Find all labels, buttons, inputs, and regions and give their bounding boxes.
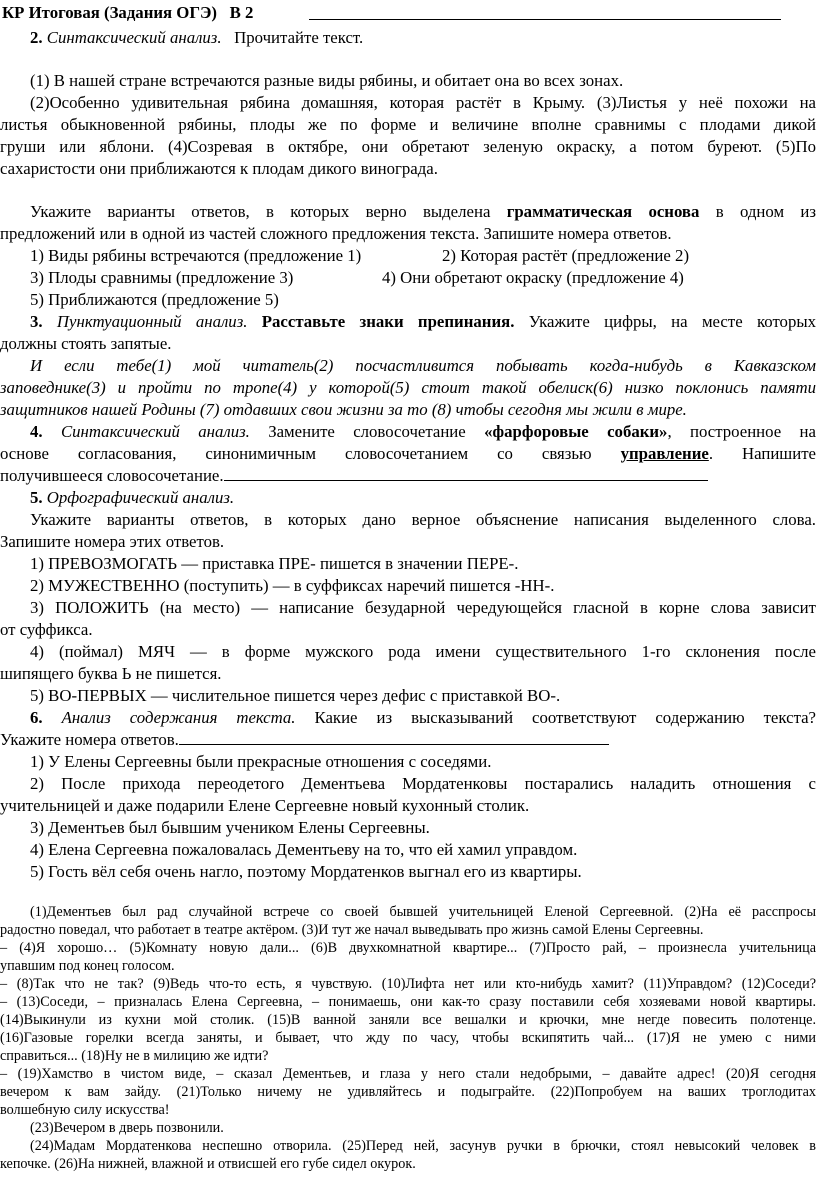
- passage-text: кепочке. (26)На нижней, влажной и отвисшей его губе сидел окурок.: [0, 1156, 416, 1172]
- passage-line: [0, 903, 816, 921]
- task6-option: [0, 817, 816, 839]
- option-text: 4) Они обретают окраску (предложение 4): [382, 268, 684, 287]
- option-text: 4) (поймал) МЯЧ — в форме мужского рода имени существительного 1-го склонения после: [30, 642, 816, 661]
- task4-number: 4.: [30, 422, 43, 441]
- task4-text: Замените словосочетание: [268, 422, 466, 441]
- task4-line2: [0, 443, 816, 465]
- task2-heading: [30, 27, 816, 49]
- task5-heading: [30, 487, 816, 509]
- question-bold-term: грамматическая основа: [506, 202, 700, 221]
- passage-line: [0, 1101, 816, 1119]
- passage-line: [0, 921, 816, 939]
- option-text: шипящего буква Ь не пишется.: [0, 664, 222, 683]
- passage-line: [0, 993, 816, 1011]
- task2-instruction: Прочитайте текст.: [234, 28, 364, 47]
- passage-text: (23)Вечером в дверь позвонили.: [30, 1120, 224, 1136]
- question-text: Укажите варианты ответов, в которых верно выделена: [30, 202, 491, 221]
- option-text: 5) Приближаются (предложение 5): [30, 290, 279, 309]
- task4-text: получившееся словосочетание.: [0, 466, 224, 485]
- task3-section: Пунктуационный анализ.: [56, 312, 248, 331]
- task3-sentence-line: [0, 377, 816, 399]
- text-line: листья обыкновенной рябины, плоды же по форме и величине вполне сравнимы с плодами дикой: [0, 115, 816, 134]
- task5-option: [0, 641, 816, 663]
- option-text: 1) У Елены Сергеевны были прекрасные отношения с соседями.: [30, 752, 492, 771]
- option-text: 2) После прихода переодетого Дементьева Мордатенковы постарались наладить отношения с: [30, 774, 816, 793]
- option-text: 3) Плоды сравнимы (предложение 3): [30, 268, 294, 287]
- instruction-text: должны стоять запятые.: [0, 334, 172, 353]
- passage-line: [0, 1083, 816, 1101]
- text-line: груши или яблони. (4)Созревая в октябре, они обретают зеленую окраску, а потом буреют. (5)По: [0, 137, 816, 156]
- task6-option: [0, 773, 816, 795]
- task3-number: 3.: [30, 312, 43, 331]
- task6-option: [0, 839, 816, 861]
- task2-text-line: [0, 114, 816, 136]
- option-text: 4) Елена Сергеевна пожаловалась Дементьеву на то, что ей хамил управдом.: [30, 840, 578, 859]
- option-text: 3) ПОЛОЖИТЬ (на место) — написание безударной чередующейся гласной в корне слова зависит: [30, 598, 816, 617]
- option-text: 2) МУЖЕСТВЕННО (поступить) — в суффиксах наречий пишется -НН-.: [30, 576, 555, 595]
- task6-question: Укажите номера ответов.: [0, 730, 179, 749]
- task5-section: Орфографический анализ.: [46, 488, 235, 507]
- task6-heading: [0, 707, 816, 729]
- task5-option: [0, 575, 816, 597]
- task3-instruction-line2: [0, 333, 816, 355]
- task4-section: Синтаксический анализ.: [60, 422, 250, 441]
- task6-option-cont: [0, 795, 816, 817]
- option-text: 2) Которая растёт (предложение 2): [442, 246, 690, 265]
- passage-text: (14)Выкинули из кухни мой столик. (15)В ванной заняли все вешалки и крючки, мне негде повесить полотенце.: [0, 1012, 816, 1028]
- task5-option: [0, 597, 816, 619]
- passage-text: волшебную силу искусства!: [0, 1102, 170, 1118]
- passage-line: [0, 1065, 816, 1083]
- task4-text: основе согласования, синонимичным словосочетанием со связью: [0, 444, 592, 463]
- task4-text: , построенное на: [667, 422, 816, 441]
- passage-text: вечером к вам зайду. (21)Только ничему не удивляйтесь и подыграйте. (22)Попробуем на ваших троглодитах: [0, 1084, 816, 1100]
- passage-line: [0, 957, 816, 975]
- task2-text-line: [0, 136, 816, 158]
- passage-text: – (13)Соседи, – призналась Елена Сергеевна, – понимаешь, они как-то сразу поставили себя хозяевами новой квартиры.: [0, 994, 816, 1010]
- task5-question-line: [0, 509, 816, 531]
- passage-text: (24)Мадам Мордатенкова неспешно отворила. (25)Перед ней, засунув ручки в брючки, стоял невысокий человек в: [30, 1138, 816, 1154]
- passage-line: [0, 1137, 816, 1155]
- passage-text: – (8)Так что не так? (9)Ведь что-то есть, я чувствую. (10)Лифта нет или кто-нибудь хамит? (11)Управдом? (12)Соседи?: [0, 976, 816, 992]
- task3-heading: [0, 311, 816, 333]
- task5-question-line: [0, 531, 816, 553]
- passage-text: – (19)Хамство в чистом виде, – сказал Дементьев, и глаза у него стали недобрыми, – давайте адрес! (20)Я сегодня: [0, 1066, 816, 1082]
- passage-text: (1)Дементьев был рад случайной встрече со своей бывшей учительницей Еленой Сергеевной. (2)На её расспросы: [30, 904, 816, 920]
- task6-question: Какие из высказываний соответствуют содержанию текста?: [314, 708, 816, 727]
- option-text: 5) Гость вёл себя очень нагло, поэтому Мордатенков выгнал его из квартиры.: [30, 862, 582, 881]
- task5-option-cont: [0, 663, 816, 685]
- task3-instruction: Укажите цифры, на месте которых: [528, 312, 816, 331]
- passage-line: [0, 1011, 816, 1029]
- sentence-text: И если тебе(1) мой читатель(2) посчастливится побывать когда-нибудь в Кавказском: [30, 356, 816, 375]
- task4-link-type: управление: [620, 444, 709, 463]
- task6-section: Анализ содержания текста.: [61, 708, 296, 727]
- passage-text: справиться... (18)Ну не в милицию же идти?: [0, 1048, 269, 1064]
- task6-option: [0, 751, 816, 773]
- sentence-text: заповеднике(3) и пройти по тропе(4) у которой(5) стоит такой обелиск(6) низко поклонись памяти: [0, 378, 816, 397]
- task2-question-line2: [0, 223, 816, 245]
- passage-line: [0, 939, 816, 957]
- task2-text-line: [0, 70, 816, 92]
- option-text: 1) ПРЕВОЗМОГАТЬ — приставка ПРЕ- пишется в значении ПЕРЕ-.: [30, 554, 519, 573]
- task3-sentence-line: [0, 355, 816, 377]
- worksheet-title: [2, 2, 816, 24]
- answer-blank[interactable]: [179, 729, 609, 745]
- text-line: (2)Особенно удивительная рябина домашняя, которая растёт в Крыму. (3)Листья у неё похожи на: [30, 93, 816, 112]
- question-text: в одном из: [715, 202, 816, 221]
- task4-text: . Напишите: [708, 444, 816, 463]
- task4-answer-line: [0, 465, 816, 487]
- task4-heading: [0, 421, 816, 443]
- option-text: 5) ВО-ПЕРВЫХ — числительное пишется через дефис с приставкой ВО-.: [30, 686, 561, 705]
- task3-bold-instruction: Расставьте знаки препинания.: [261, 312, 515, 331]
- worksheet-title-text: КР Итоговая (Задания ОГЭ) В 2: [2, 3, 254, 22]
- task2-option: [442, 245, 816, 267]
- passage-line: [0, 1047, 816, 1065]
- task3-sentence-line: [0, 399, 816, 421]
- question-text: Запишите номера этих ответов.: [0, 532, 225, 551]
- task5-option: [0, 685, 816, 707]
- task6-number: 6.: [30, 708, 43, 727]
- task2-number: 2.: [30, 28, 43, 47]
- answer-blank[interactable]: [224, 465, 708, 481]
- task2-section: Синтаксический анализ.: [46, 28, 222, 47]
- task6-option: [0, 861, 816, 883]
- question-text: предложений или в одной из частей сложного предложения текста. Запишите номера ответов.: [0, 224, 672, 243]
- text-line: (1) В нашей стране встречаются разные виды рябины, и обитает она во всех зонах.: [30, 71, 624, 90]
- text-line: сахаристости они приближаются к плодам дикого винограда.: [0, 159, 438, 178]
- passage-text: упавшим под конец голосом.: [0, 958, 175, 974]
- option-text: 3) Дементьев был бывшим учеником Елены Сергеевны.: [30, 818, 430, 837]
- passage-text: – (4)Я хорошо… (5)Комнату новую дали... (6)В двухкомнатной квартире... (7)Просто рай, – произнесла учительница: [0, 940, 816, 956]
- option-text: от суффикса.: [0, 620, 93, 639]
- title-underline: [309, 19, 781, 20]
- task5-option-cont: [0, 619, 816, 641]
- passage-text: радостно поведал, что работает в театре актёром. (3)И тут же начал выведывать про жизнь самой Елены Сергеевны.: [0, 922, 704, 938]
- task2-text-line: [0, 158, 816, 180]
- passage-line: [0, 975, 816, 993]
- task4-phrase: «фарфоровые собаки»: [484, 422, 668, 441]
- option-text: учительницей и даже подарили Елене Сергеевне новый кухонный столик.: [0, 796, 530, 815]
- sentence-text: защитников нашей Родины (7) отдавших свои жизни за то (8) чтобы сегодня мы жили в мире.: [0, 400, 687, 419]
- task6-answer-line: [0, 729, 816, 751]
- task2-text-line: [0, 92, 816, 114]
- passage-line: [0, 1155, 816, 1173]
- passage-line: [0, 1029, 816, 1047]
- passage-text: (16)Газовые горелки всегда заняты, и бывает, что жду по часу, чтобы вскипятить чай... (17)Я не умею с ними: [0, 1030, 816, 1046]
- task2-option: [382, 267, 816, 289]
- question-text: Укажите варианты ответов, в которых дано верное объяснение написания выделенного слова.: [30, 510, 816, 529]
- task2-question: [0, 201, 816, 223]
- task2-option: [30, 289, 816, 311]
- option-text: 1) Виды рябины встречаются (предложение 1): [30, 246, 362, 265]
- task5-option: [0, 553, 816, 575]
- task5-number: 5.: [30, 488, 43, 507]
- passage-line: [0, 1119, 816, 1137]
